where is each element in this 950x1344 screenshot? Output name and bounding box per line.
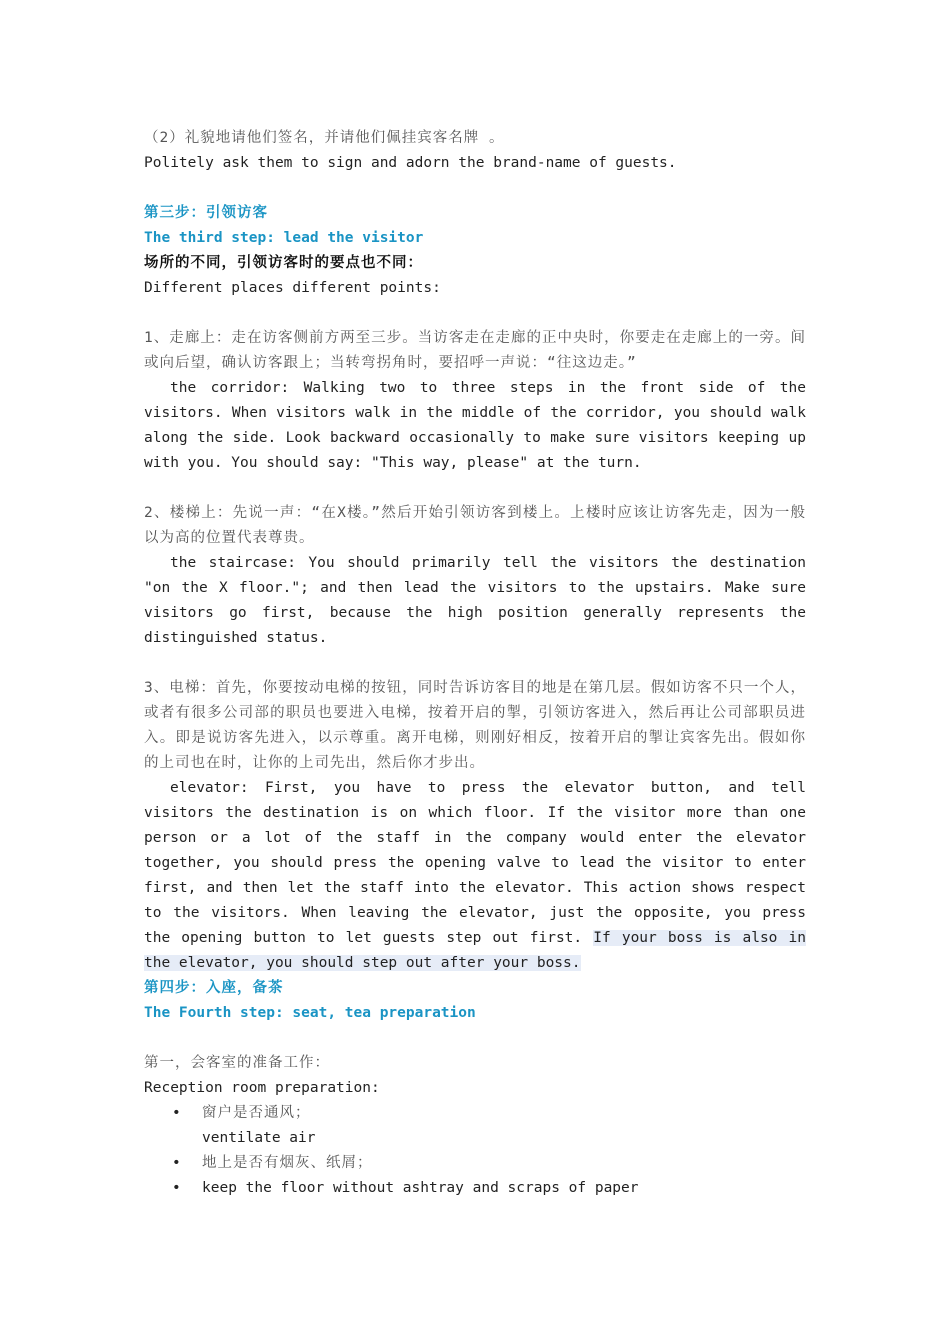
list-item: [144, 1101, 806, 1151]
highlighted-sentence: If your boss is also in the elevator, you should step out after your boss.: [144, 930, 806, 971]
spacer: [144, 176, 806, 201]
list-item-zh: 地上是否有烟灰、纸屑；: [202, 1155, 373, 1171]
elevator-en-text: elevator: First, you have to press the elevator button, and tell visitors the destination is on which floor. If the visitor more than one person or a lot of the staff in the company would enter the elevator together, you should press the opening valve to lead the visitor to enter first, and then let the staff into the elevator. This action shows respect to the visitors. When leaving the elevator, just the opposite, you press the opening button to let guests step out first.: [144, 780, 806, 946]
spacer: [144, 301, 806, 326]
document-body: [144, 126, 806, 1201]
bullet-marker: •: [172, 1180, 181, 1196]
bullet-marker: •: [172, 1105, 181, 1121]
corridor-zh: 1、走廊上：走在访客侧前方两至三步。当访客走在走廊的正中央时，你要走在走廊上的一旁。间或向后望，确认访客跟上；当转弯拐角时，要招呼一声说：“往这边走。”: [144, 330, 806, 371]
step4-heading-zh: 第四步：入座，备茶: [144, 980, 284, 996]
step3-heading-zh: 第三步：引领访客: [144, 205, 268, 221]
reception-prep-zh: 第一，会客室的准备工作：: [144, 1055, 330, 1071]
reception-prep-en: Reception room preparation:: [144, 1080, 380, 1096]
bullet-marker: •: [172, 1155, 181, 1171]
step3-intro-en: Different places different points:: [144, 280, 441, 296]
step2-signing-zh: （2）礼貌地请他们签名，并请他们佩挂宾客名牌 。: [144, 130, 505, 146]
elevator-zh: 3、电梯：首先，你要按动电梯的按钮，同时告诉访客目的地是在第几层。假如访客不只一个人，或者有很多公司部的职员也要进入电梯，按着开启的掣，引领访客进入，然后再让公司部职员进入。即是说访客先进入，以示尊重。离开电梯，则刚好相反，按着开启的掣让宾客先出。假如你的上司也在时，让你的上司先出，然后你才步出。: [144, 680, 806, 771]
step3-heading-en: The third step: lead the visitor: [144, 230, 424, 246]
spacer: [144, 476, 806, 501]
step3-intro-zh: 场所的不同，引领访客时的要点也不同：: [144, 255, 423, 271]
staircase-en: the staircase: You should primarily tell the visitors the destination "on the X floor."; and then lead the visitors to the upstairs. Make sure visitors go first, because the high position generally represents the distinguished status.: [144, 555, 806, 646]
step4-heading-en: The Fourth step: seat, tea preparation: [144, 1005, 476, 1021]
list-item-en: keep the floor without ashtray and scraps of paper: [202, 1180, 639, 1196]
list-item-zh: 窗户是否通风；: [202, 1105, 311, 1121]
list-item-en: ventilate air: [202, 1130, 316, 1146]
corridor-en: the corridor: Walking two to three steps in the front side of the visitors. When visitors walk in the middle of the corridor, you should walk along the side. Look backward occasionally to make sure visitors keeping up with you. You should say: "This way, please" at the turn.: [144, 380, 806, 471]
elevator-en: [144, 776, 806, 976]
preparation-list: [144, 1101, 806, 1201]
staircase-zh: 2、楼梯上：先说一声：“在X楼。”然后开始引领访客到楼上。上楼时应该让访客先走，因为一般以为高的位置代表尊贵。: [144, 505, 806, 546]
spacer: [144, 1026, 806, 1051]
spacer: [144, 651, 806, 676]
list-item: [144, 1176, 806, 1201]
step2-signing-en: Politely ask them to sign and adorn the brand-name of guests.: [144, 155, 677, 171]
list-item: [144, 1151, 806, 1176]
